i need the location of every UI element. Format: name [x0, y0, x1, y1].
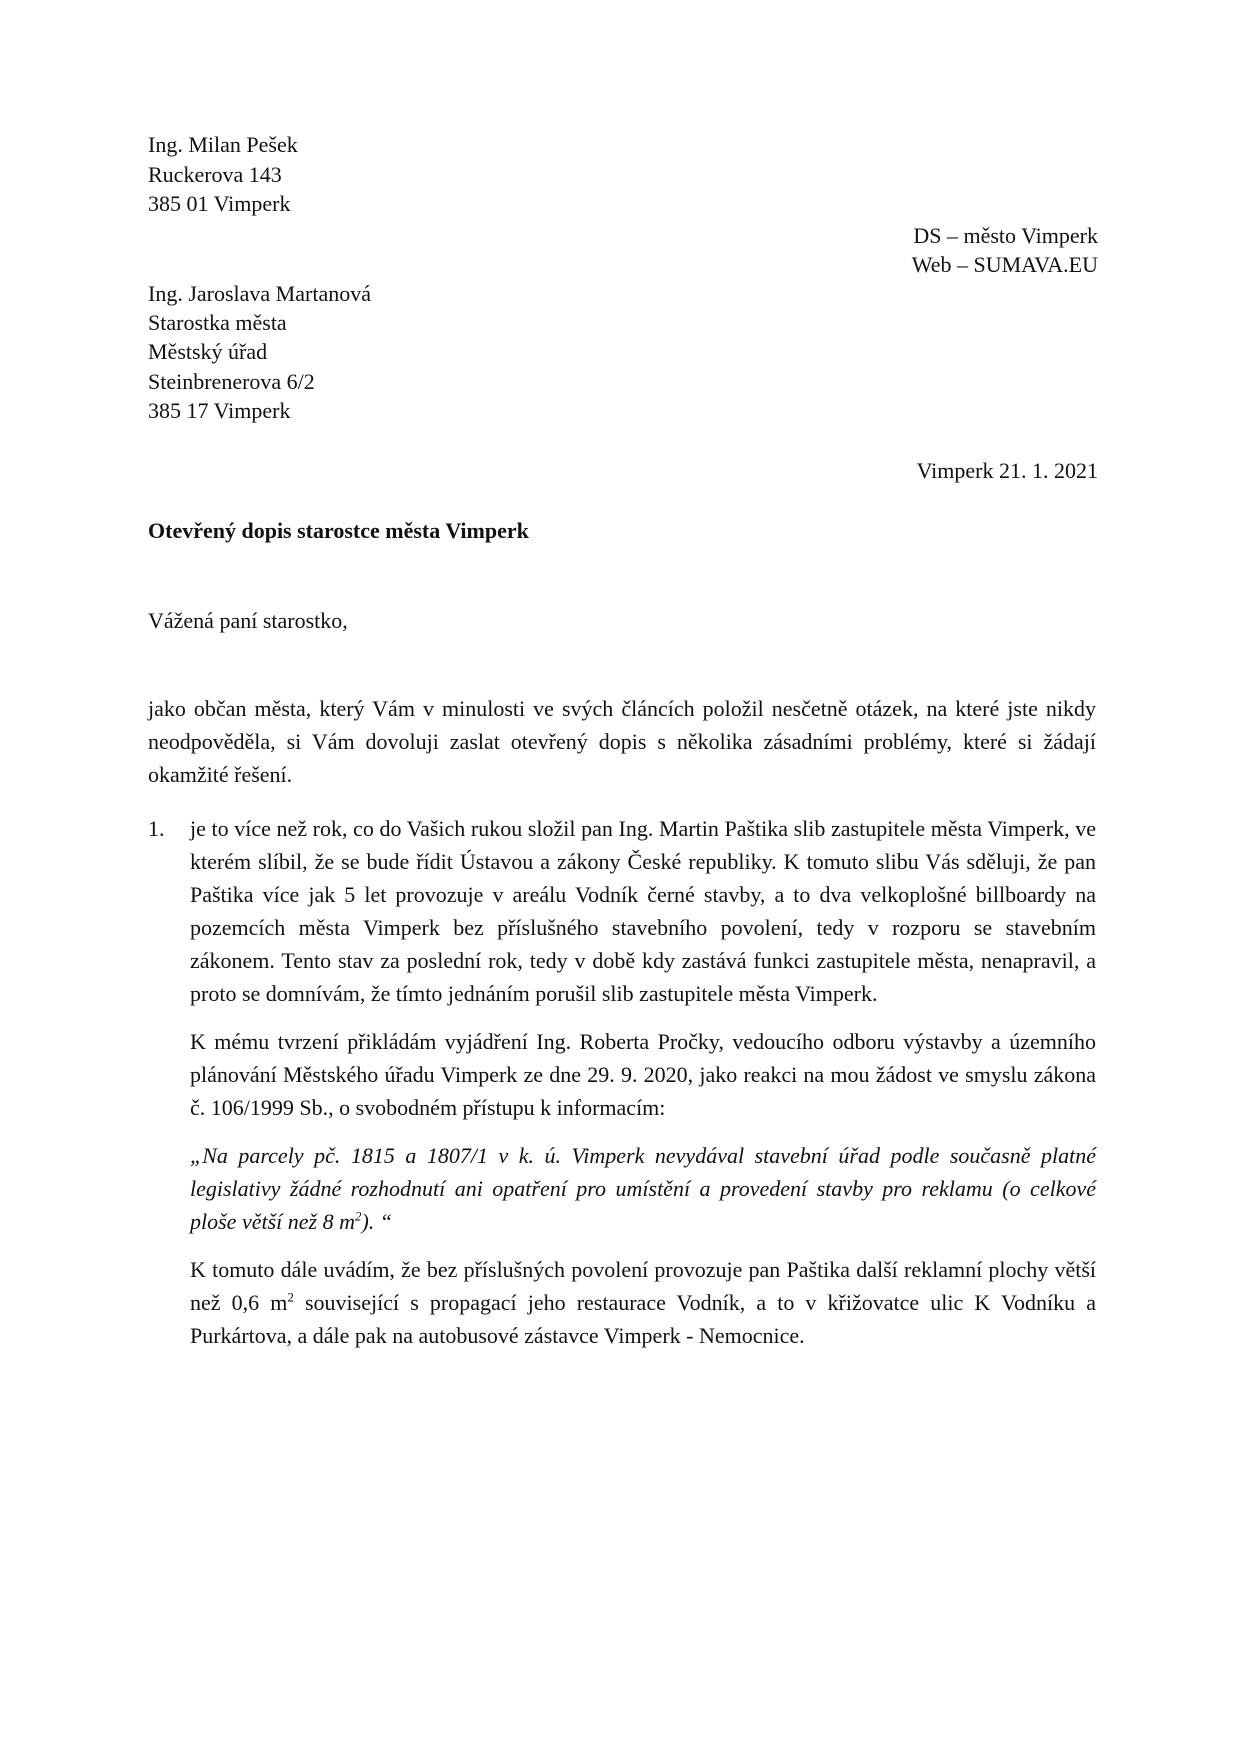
sender-street: Ruckerova 143 — [148, 162, 282, 187]
list-item — [190, 812, 1096, 1352]
sender-city: 385 01 Vimperk — [148, 191, 291, 216]
quote-end: ). “ — [361, 1209, 393, 1234]
recipient-name: Ing. Jaroslava Martanová — [148, 281, 371, 306]
recipient-street: Steinbrenerova 6/2 — [148, 369, 315, 394]
paragraph-3-text-b: související s propagací jeho restaurace Vodník, a to v křižovatce ulic K Vodníku a Purkártova, a dále pak na autobusové zástavce Vimperk - Nemocnice. — [190, 1290, 1096, 1348]
paragraph-3-text-a: K tomuto dále uvádím, že bez příslušných povolení provozuje pan Paštika další reklamní plochy větší než 0,6 m — [190, 1257, 1096, 1315]
recipient-city: 385 17 Vimperk — [148, 398, 291, 423]
sender-name: Ing. Milan Pešek — [148, 132, 298, 157]
letter-subject: Otevřený dopis starostce města Vimperk — [148, 518, 529, 543]
recipient-office: Městský úřad — [148, 339, 268, 364]
item-paragraph-3 — [190, 1253, 1096, 1352]
item-number: 1. — [148, 816, 165, 841]
recipient-title: Starostka města — [148, 310, 287, 335]
item-quote — [190, 1139, 1096, 1238]
item-paragraph-1: je to více než rok, co do Vašich rukou složil pan Ing. Martin Paštika slib zastupitele města Vimperk, ve kterém slíbil, že se bude řídit Ústavou a zákony České republiky. K tomuto slibu Vás sděluji, že pan Paštika více jak 5 let provozuje v areálu Vodník černé stavby, a to dva velkoplošné billboardy na pozemcích města Vimperk bez příslušného stavebního povolení, tedy v rozporu se stavebním zákonem. Tento stav za poslední rok, tedy v době kdy zastává funkci zastupitele města, nenapravil, a proto se domnívám, že tímto jednáním porušil slib zastupitele města Vimperk. — [190, 816, 1096, 1006]
salutation: Vážená paní starostko, — [148, 608, 348, 633]
intro-paragraph: jako občan města, který Vám v minulosti ve svých článcích položil nesčetně otázek, na které jste nikdy neodpověděla, si Vám dovoluji zaslat otevřený dopis s několika zásadními problémy, které si žádají okamžité řešení. — [148, 696, 1096, 787]
date-line: Vimperk 21. 1. 2021 — [916, 458, 1098, 483]
item-paragraph-2: K mému tvrzení přikládám vyjádření Ing. Roberta Pročky, vedoucího odboru výstavby a územního plánování Městského úřadu Vimperk ze dne 29. 9. 2020, jako reakci na mou žádost ve smyslu zákona č. 106/1999 Sb., o svobodném přístupu k informacím: — [190, 1029, 1096, 1120]
distribution-line-2: Web – SUMAVA.EU — [911, 252, 1098, 277]
paragraph-3-superscript: 2 — [287, 1289, 294, 1305]
quote-superscript: 2 — [354, 1208, 362, 1224]
distribution-line-1: DS – město Vimperk — [913, 223, 1098, 248]
quote-text: „Na parcely pč. 1815 a 1807/1 v k. ú. Vimperk nevydával stavební úřad podle současně platné legislativy žádné rozhodnutí ani opatření pro umístění a provedení stavby pro reklamu (o celkové ploše větší než 8 m — [190, 1143, 1096, 1234]
